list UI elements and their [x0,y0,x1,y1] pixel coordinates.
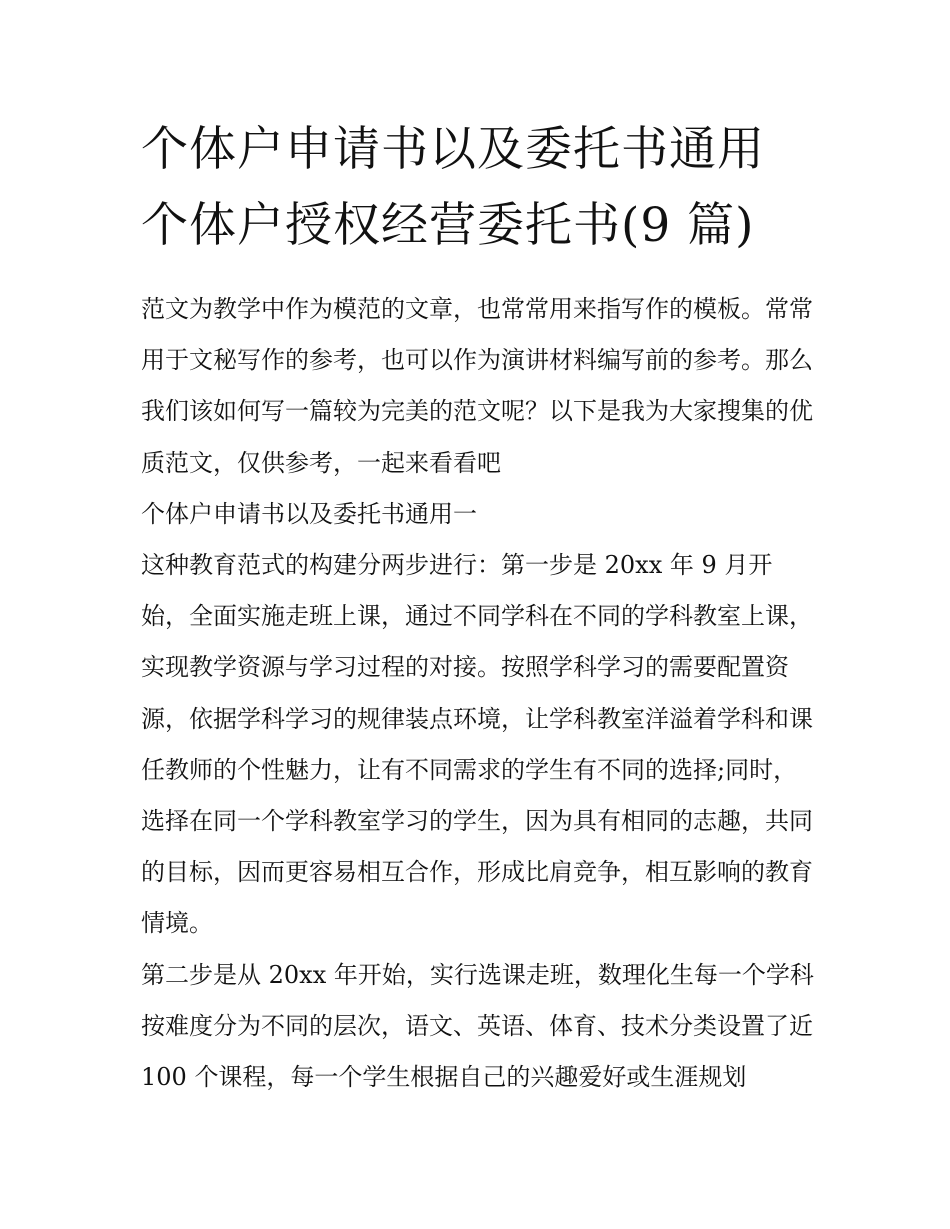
document-page [141,112,816,1103]
intro-paragraph: 范文为教学中作为模范的文章，也常常用来指写作的模板。常常用于文秘写作的参考，也可以作为演讲材料编写前的参考。那么我们该如何写一篇较为完美的范文呢？以下是我为大家搜集的优质范文，仅供参考，一起来看看吧 [141,295,813,477]
title-line-1: 个体户申请书以及委托书通用 [141,122,765,177]
body-paragraph-1: 这种教育范式的构建分两步进行：第一步是 20xx 年 9 月开始，全面实施走班上课，通过不同学科在不同的学科教室上课，实现教学资源与学习过程的对接。按照学科学习的需要配置资源，依据学科学习的规律装点环境，让学科教室洋溢着学科和课任教师的个性魅力，让有不同需求的学生有不同的选择;同时，选择在同一个学科教室学习的学生，因为具有相同的志趣，共同的目标，因而更容易相互合作，形成比肩竞争，相互影响的教育情境。 [141,551,813,938]
section-heading: 个体户申请书以及委托书通用一 [141,499,477,528]
body-paragraph-2: 第二步是从 20xx 年开始，实行选课走班，数理化生每一个学科按难度分为不同的层次，语文、英语、体育、技术分类设置了近 100 个课程，每一个学生根据自己的兴趣爱好或生涯规划 [141,960,814,1092]
title-line-2: 个体户授权经营委托书(9 篇) [141,198,755,253]
document-title [141,112,816,264]
